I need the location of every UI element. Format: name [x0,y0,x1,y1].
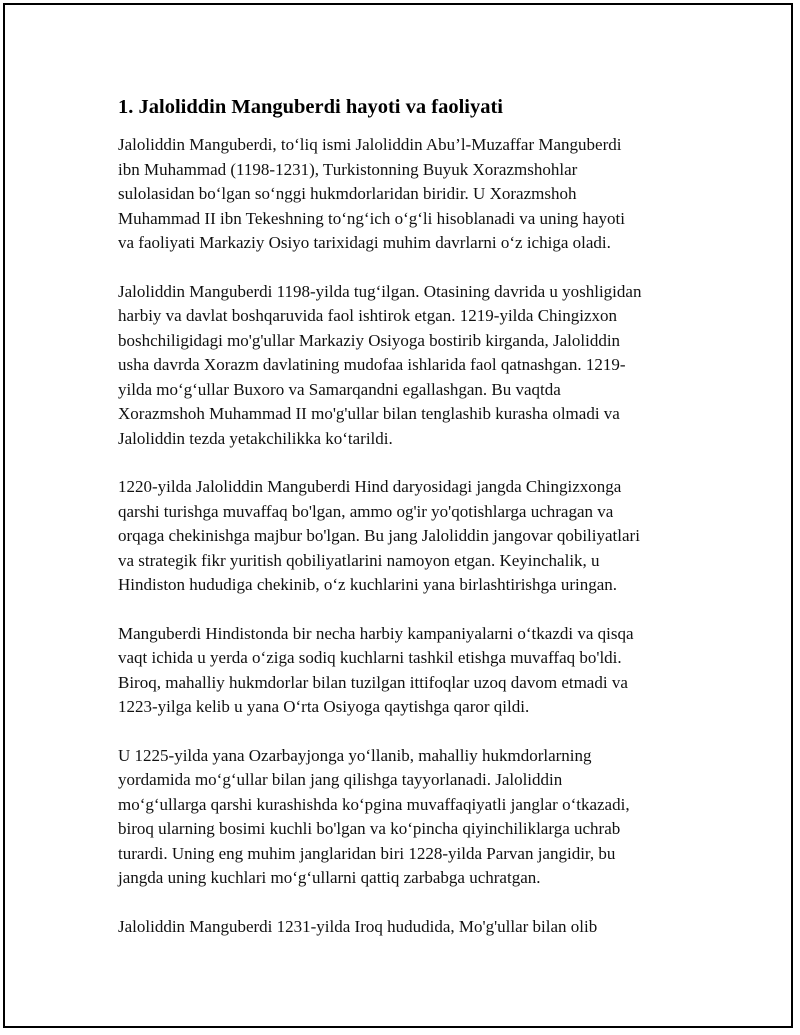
text-line: orqaga chekinishga majbur bo'lgan. Bu jang Jaloliddin jangovar qobiliyatlari [118,526,640,545]
paragraph-3 [118,475,693,598]
text-line: Manguberdi Hindistonda bir necha harbiy kampaniyalarni o‘tkazdi va qisqa [118,623,634,643]
text-line: Xorazmshoh Muhammad II mo'g'ullar bilan tenglashib kurasha olmadi va [118,404,620,423]
text-line: harbiy va davlat boshqaruvida faol ishtirok etgan. 1219-yilda Chingizxon [118,306,618,325]
text-line: Jaloliddin tezda yetakchilikka ko‘tarildi. [118,428,393,448]
text-line: mo‘g‘ullarga qarshi kurashishda ko‘pgina muvaffaqiyatli janglar o‘tkazadi, [118,794,630,814]
text-line: jangda uning kuchlari mo‘g‘ullarni qattiq zarbabga uchratgan. [118,868,541,887]
text-line: yilda mo‘g‘ullar Buxoro va Samarqandni egallashgan. Bu vaqtda [118,379,561,399]
text-line: Muhammad II ibn Tekeshning to‘ng‘ich o‘g‘li hisoblanadi va uning hayoti [118,208,625,228]
text-line: biroq ularning bosimi kuchli bo'lgan va ko‘pincha qiyinchiliklarga uchrab [118,819,621,838]
text-line: qarshi turishga muvaffaq bo'lgan, ammo og'ir yo'qotishlarga uchragan va [118,501,614,521]
text-line: Jaloliddin Manguberdi, to‘liq ismi Jaloliddin Abu’l-Muzaffar Manguberdi [118,135,622,154]
text-line: usha davrda Xorazm davlatining mudofaa ishlarida faol qatnashgan. 1219- [118,355,626,374]
text-line: U 1225-yilda yana Ozarbayjonga yo‘llanib, mahalliy hukmdorlarning [118,745,592,765]
paragraph-4 [118,622,693,720]
text-line: va strategik fikr yuritish qobiliyatlarini namoyon etgan. Keyinchalik, u [118,550,600,570]
text-line: va faoliyati Markaziy Osiyo tarixidagi muhim davrlarni o‘z ichiga oladi. [118,233,611,252]
text-line: Biroq, mahalliy hukmdorlar bilan tuzilgan ittifoqlar uzoq davom etmadi va [118,672,628,692]
text-line: 1220-yilda Jaloliddin Manguberdi Hind daryosidagi jangda Chingizxonga [118,477,622,496]
text-line: turardi. Uning eng muhim janglaridan biri 1228-yilda Parvan jangidir, bu [118,843,616,863]
paragraph-2 [118,280,693,452]
text-line: sulolasidan bo‘lgan so‘nggi hukmdorlaridan biridir. U Xorazmshoh [118,184,577,203]
text-line: yordamida mo‘g‘ullar bilan jang qilishga tayyorlanadi. Jaloliddin [118,770,563,789]
text-line: Jaloliddin Manguberdi 1231-yilda Iroq hududida, Mo'g'ullar bilan olib [118,916,598,936]
text-line: Hindiston hududiga chekinib, o‘z kuchlarini yana birlashtirishga uringan. [118,575,618,594]
text-line: vaqt ichida u yerda o‘ziga sodiq kuchlarni tashkil etishga muvaffaq bo'ldi. [118,648,622,667]
paragraph-6 [118,915,693,940]
text-line: ibn Muhammad (1198-1231), Turkistonning Buyuk Xorazmshohlar [118,159,578,179]
document-body [118,95,693,963]
paragraph-5 [118,744,693,891]
paragraph-1 [118,133,693,256]
text-line: boshchiligidagi mo'g'ullar Markaziy Osiyoga bostirib kirganda, Jaloliddin [118,330,621,350]
text-line: Jaloliddin Manguberdi 1198-yilda tug‘ilgan. Otasining davrida u yoshligidan [118,281,642,301]
section-heading: 1. Jaloliddin Manguberdi hayoti va faoliyati [118,96,503,118]
text-line: 1223-yilga kelib u yana O‘rta Osiyoga qaytishga qaror qildi. [118,697,530,716]
